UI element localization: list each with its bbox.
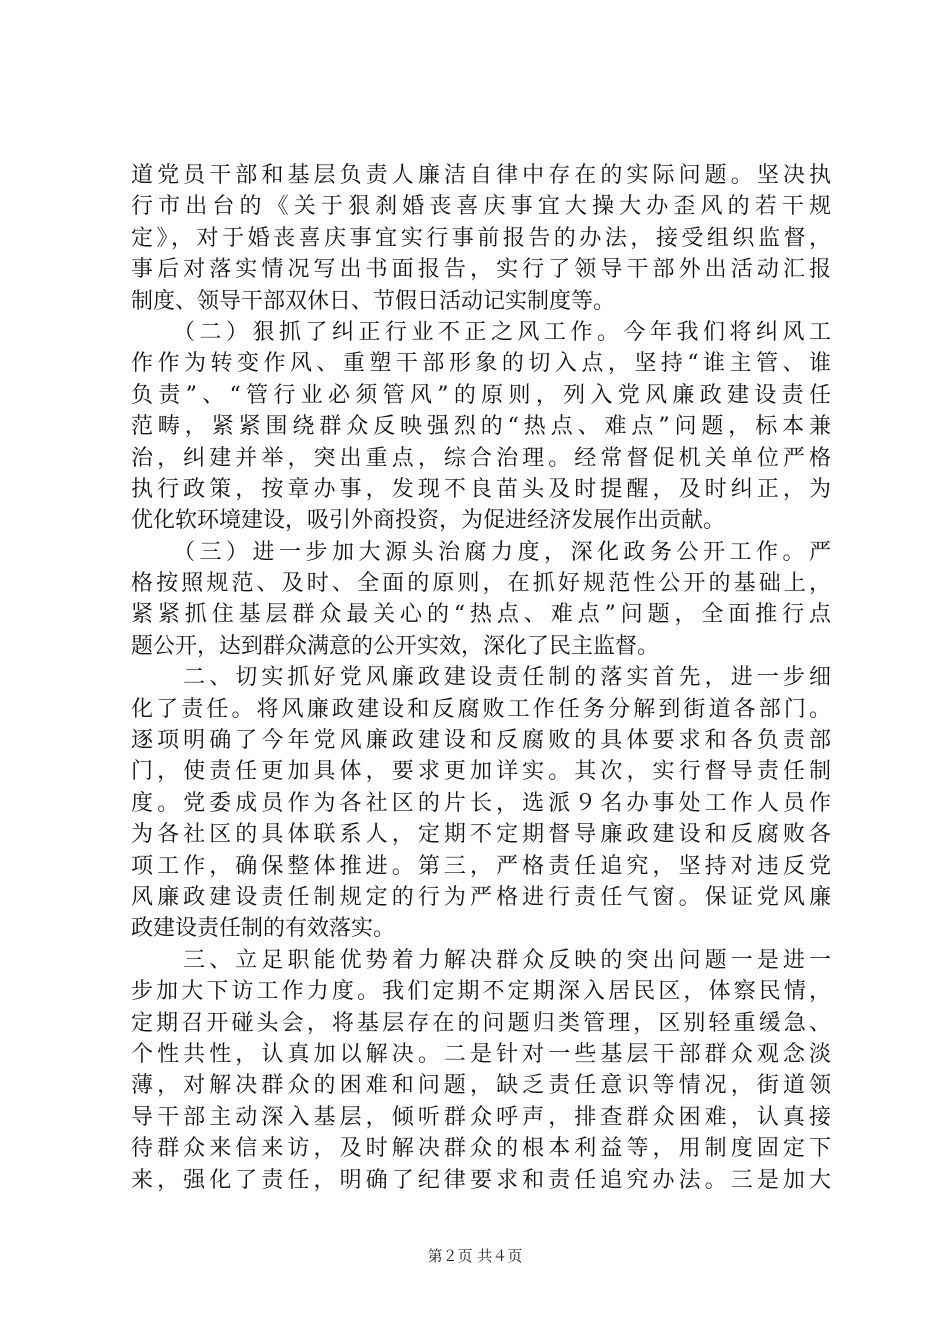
text-line: 风廉政建设责任制规定的行为严格进行责任气窗。保证党风廉 bbox=[131, 884, 831, 910]
text-line: 定期召开碰头会，将基层存在的问题归类管理，区别轻重缓急、 bbox=[131, 1010, 831, 1036]
body-text bbox=[131, 160, 831, 1196]
text-line: 二、切实抓好党风廉政建设责任制的落实首先，进一步细 bbox=[131, 665, 831, 691]
page-number-footer: 第２页 共４页 bbox=[427, 1247, 523, 1265]
text-line: 紧紧抓住基层群众最关心的“热点、难点”问题，全面推行点 bbox=[131, 602, 831, 628]
text-line: 薄，对解决群众的困难和问题，缺乏责任意识等情况，街道领 bbox=[131, 1073, 831, 1099]
text-line: （三）进一步加大源头治腐力度，深化政务公开工作。严 bbox=[131, 539, 831, 565]
text-line: 事后对落实情况写出书面报告，实行了领导干部外出活动汇报 bbox=[131, 257, 831, 283]
text-line: 政建设责任制的有效落实。 bbox=[131, 916, 396, 942]
text-line: 门，使责任更加具体，要求更加详实。其次，实行督导责任制 bbox=[131, 759, 831, 785]
text-line: （二）狠抓了纠正行业不正之风工作。今年我们将纠风工 bbox=[131, 319, 831, 345]
text-line: 题公开，达到群众满意的公开实效，深化了民主监督。 bbox=[131, 633, 660, 659]
text-line: 项工作，确保整体推进。第三，严格责任追究，坚持对违反党 bbox=[131, 853, 831, 879]
text-line: 范畴，紧紧围绕群众反映强烈的“热点、难点”问题，标本兼 bbox=[131, 414, 831, 440]
text-line: 待群众来信来访，及时解决群众的根本利益等，用制度固定下 bbox=[131, 1136, 831, 1162]
text-line: 行市出台的《关于狠刹婚丧喜庆事宜大操大办歪风的若干规 bbox=[131, 194, 831, 220]
text-line: 三、立足职能优势着力解决群众反映的突出问题一是进一 bbox=[131, 947, 831, 973]
text-line: 格按照规范、及时、全面的原则，在抓好规范性公开的基础上， bbox=[131, 571, 831, 597]
text-line: 作作为转变作风、重塑干部形象的切入点，坚持“谁主管、谁 bbox=[131, 351, 831, 377]
text-line: 负责”、“管行业必须管风”的原则，列入党风廉政建设责任 bbox=[131, 382, 831, 408]
text-line: 道党员干部和基层负责人廉洁自律中存在的实际问题。坚决执 bbox=[131, 163, 831, 188]
text-line: 化了责任。将风廉政建设和反腐败工作任务分解到街道各部门。 bbox=[131, 696, 831, 722]
text-line: 为各社区的具体联系人，定期不定期督导廉政建设和反腐败各 bbox=[131, 822, 831, 848]
text-line: 治，纠建并举，突出重点，综合治理。经常督促机关单位严格 bbox=[131, 445, 831, 471]
text-line: 定》，对于婚丧喜庆事宜实行事前报告的办法，接受组织监督， bbox=[131, 225, 831, 251]
text-line: 逐项明确了今年党风廉政建设和反腐败的具体要求和各负责部 bbox=[131, 728, 831, 754]
text-line: 度。党委成员作为各社区的片长，选派９名办事处工作人员作 bbox=[131, 790, 831, 816]
text-line: 个性共性，认真加以解决。二是针对一些基层干部群众观念淡 bbox=[131, 1041, 831, 1067]
text-line: 制度、领导干部双休日、节假日活动记实制度等。 bbox=[131, 288, 616, 314]
text-line: 导干部主动深入基层，倾听群众呼声，排查群众困难，认真接 bbox=[131, 1104, 831, 1130]
text-line: 步加大下访工作力度。我们定期不定期深入居民区，体察民情， bbox=[131, 979, 831, 1005]
text-line: 优化软环境建设，吸引外商投资，为促进经济发展作出贡献。 bbox=[131, 508, 726, 534]
text-line: 来，强化了责任，明确了纪律要求和责任追究办法。三是加大 bbox=[131, 1167, 831, 1193]
text-line: 执行政策，按章办事，发现不良苗头及时提醒，及时纠正，为 bbox=[131, 476, 831, 502]
